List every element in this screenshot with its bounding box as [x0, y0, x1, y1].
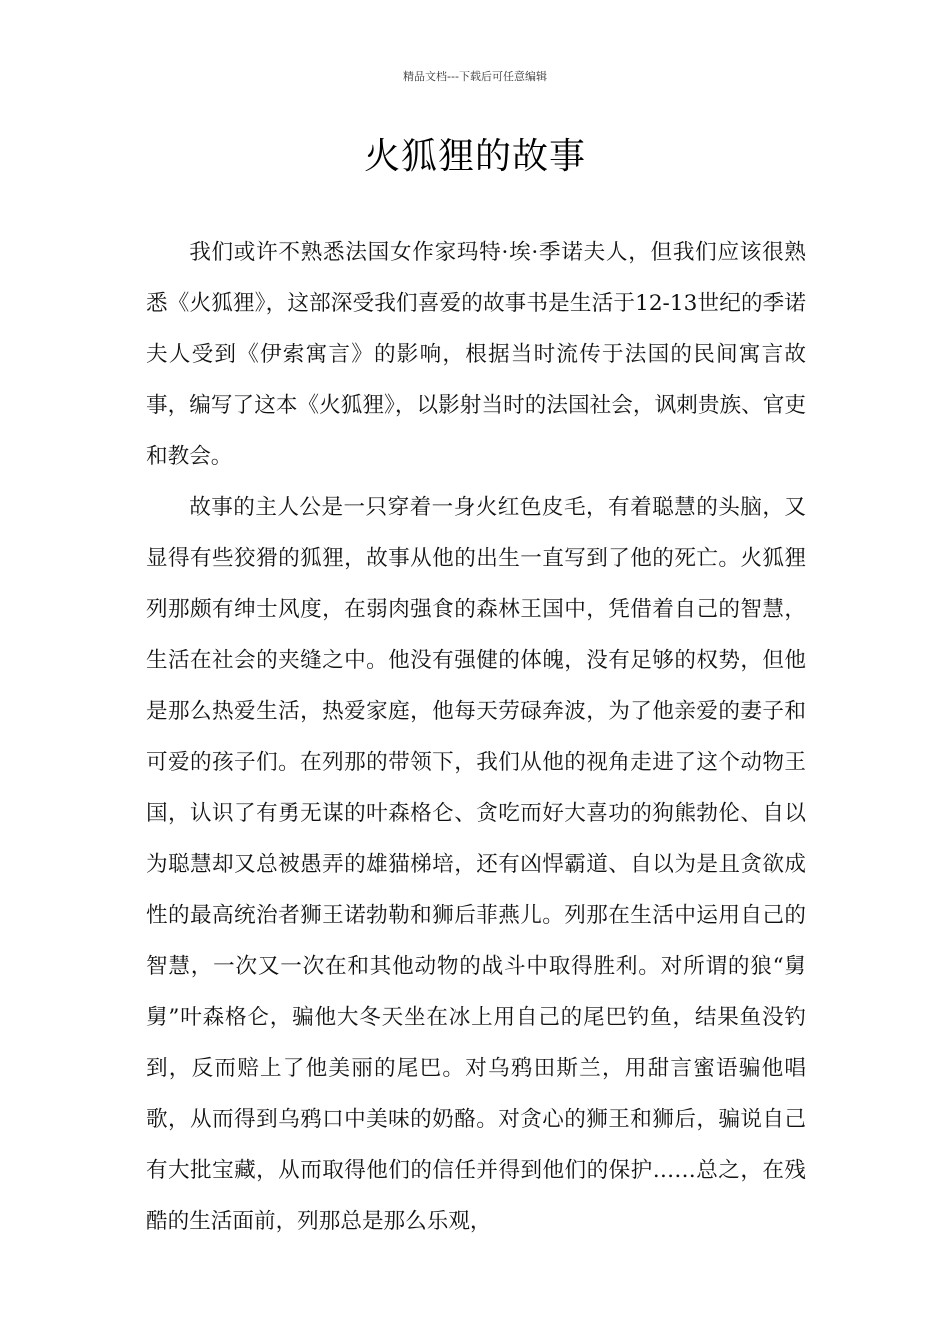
document-body [146, 227, 806, 1247]
document-title: 火狐狸的故事 [363, 136, 586, 177]
paragraph: 我们或许不熟悉法国女作家玛特·埃·季诺夫人，但我们应该很熟悉《火狐狸》，这部深受我们喜爱的故事书是生活于12-13世纪的季诺夫人受到《伊索寓言》的影响，根据当时流传于法国的民间寓言故事，编写了这本《火狐狸》，以影射当时的法国社会，讽刺贵族、官吏和教会。 [146, 240, 806, 469]
paragraph: 故事的主人公是一只穿着一身火红色皮毛，有着聪慧的头脑，又显得有些狡猾的狐狸，故事从他的出生一直写到了他的死亡。火狐狸列那颇有绅士风度，在弱肉强食的森林王国中，凭借着自己的智慧，生活在社会的夹缝之中。他没有强健的体魄，没有足够的权势，但他是那么热爱生活，热爱家庭，他每天劳碌奔波，为了他亲爱的妻子和可爱的孩子们。在列那的带领下，我们从他的视角走进了这个动物王国，认识了有勇无谋的叶森格仑、贪吃而好大喜功的狗熊勃伦、自以为聪慧却又总被愚弄的雄猫梯培，还有凶悍霸道、自以为是且贪欲成性的最高统治者狮王诺勃勒和狮后菲燕儿。列那在生活中运用自己的智慧，一次又一次在和其他动物的战斗中取得胜利。对所谓的狼“舅舅”叶森格仑，骗他大冬天坐在冰上用自己的尾巴钓鱼，结果鱼没钓到，反而赔上了他美丽的尾巴。对乌鸦田斯兰，用甜言蜜语骗他唱歌，从而得到乌鸦口中美味的奶酪。对贪心的狮王和狮后，骗说自己有大批宝藏，从而取得他们的信任并得到他们的保护……总之，在残酷的生活面前，列那总是那么乐观， [146, 495, 806, 1234]
header-watermark: 精品文档---下载后可任意编辑 [403, 70, 547, 83]
